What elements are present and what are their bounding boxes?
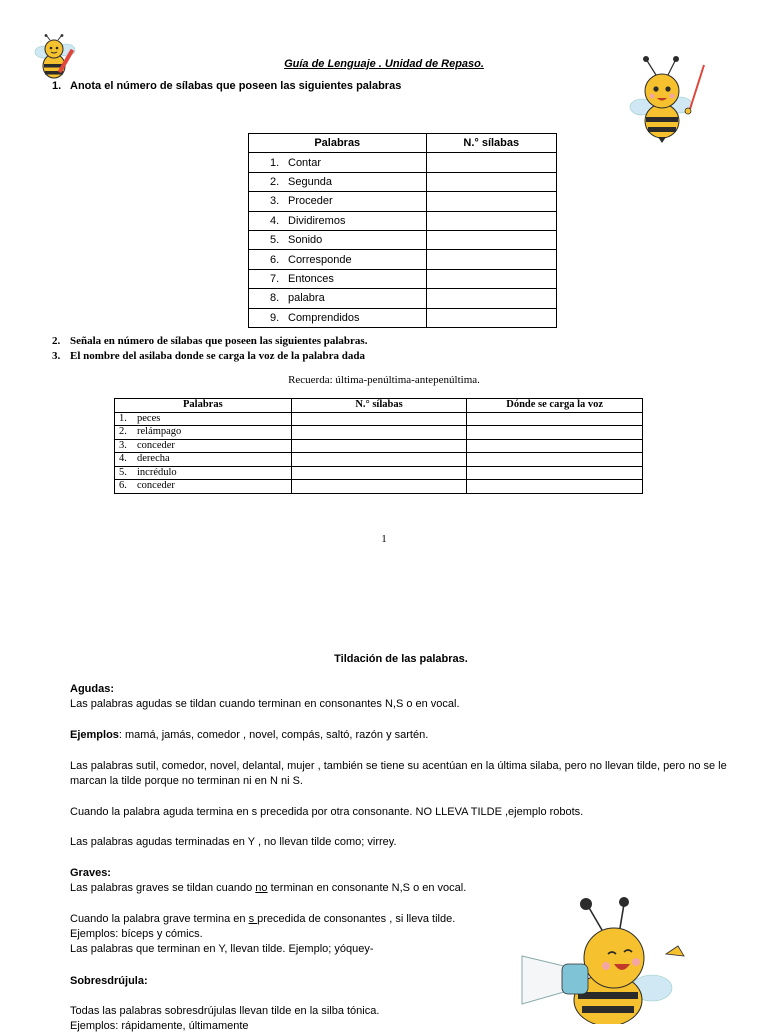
question-text: El nombre del asilaba donde se carga la voz de la palabra dada — [70, 350, 365, 362]
word-cell — [115, 439, 292, 453]
syllable-count-cell[interactable] — [291, 412, 467, 426]
column-header: Dónde se carga la voz — [467, 399, 643, 413]
word-label: Proceder — [288, 195, 333, 208]
table-row — [249, 172, 557, 191]
word-label: Entonces — [288, 272, 334, 285]
agudas-rule: Las palabras agudas se tildan cuando terminan en consonantes N,S o en vocal. — [70, 698, 460, 710]
syllable-count-cell[interactable] — [291, 426, 467, 440]
word-cell — [249, 153, 427, 172]
table-row — [115, 466, 643, 480]
column-header: Palabras — [115, 399, 292, 413]
word-label: incrédulo — [137, 466, 177, 478]
question-text: Anota el número de sílabas que poseen las siguientes palabras — [70, 80, 402, 92]
syllable-count-cell[interactable] — [291, 439, 467, 453]
row-number: 6. — [270, 253, 280, 266]
agudas-title: Agudas: — [70, 683, 114, 695]
row-number: 1. — [270, 156, 280, 169]
word-label: derecha — [137, 453, 170, 465]
bee-with-megaphone-image — [516, 896, 696, 1024]
word-label: Contar — [288, 156, 322, 169]
page-number: 1 — [381, 533, 387, 545]
syllable-table — [248, 133, 557, 328]
word-cell — [249, 250, 427, 269]
stress-position-cell[interactable] — [467, 466, 643, 480]
word-cell — [249, 230, 427, 249]
question-number: 3. — [52, 350, 61, 362]
table-row — [249, 192, 557, 211]
answer-cell[interactable] — [426, 192, 556, 211]
syllable-count-cell[interactable] — [291, 453, 467, 467]
table-row — [115, 439, 643, 453]
stress-position-cell[interactable] — [467, 426, 643, 440]
section-heading: Tildación de las palabras. — [334, 653, 468, 665]
table-row — [115, 453, 643, 467]
agudas-virrey-paragraph: Las palabras agudas terminadas en Y , no llevan tilde como; virrey. — [70, 836, 397, 848]
document-title: Guía de Lenguaje . Unidad de Repaso. — [284, 58, 484, 70]
row-number: 4. — [119, 453, 127, 465]
row-number: 4. — [270, 214, 280, 227]
stress-position-cell[interactable] — [467, 439, 643, 453]
table-row — [249, 269, 557, 288]
table-header-row — [115, 399, 643, 413]
graves-rule-emphasis: no — [255, 882, 268, 894]
word-cell — [115, 466, 292, 480]
table-row — [249, 211, 557, 230]
question-3 — [52, 350, 365, 362]
word-cell — [115, 453, 292, 467]
word-label: peces — [137, 412, 161, 424]
word-cell — [249, 289, 427, 308]
answer-cell[interactable] — [426, 250, 556, 269]
word-cell — [249, 192, 427, 211]
table-row — [249, 250, 557, 269]
word-label: Comprendidos — [288, 311, 360, 324]
stress-position-cell[interactable] — [467, 412, 643, 426]
row-number: 3. — [270, 195, 280, 208]
word-cell — [249, 269, 427, 288]
answer-cell[interactable] — [426, 153, 556, 172]
word-label: Sonido — [288, 234, 323, 247]
table-row — [249, 289, 557, 308]
examples-text: : mamá, jamás, comedor , novel, compás, saltó, razón y sartén. — [118, 729, 429, 741]
syllable-count-cell[interactable] — [291, 466, 467, 480]
agudas-robots-paragraph: Cuando la palabra aguda termina en s precedida por otra consonante. NO LLEVA TILDE ,ejemplo robots. — [70, 806, 584, 818]
question-number: 2. — [52, 335, 61, 347]
graves-rule-text: Las palabras graves se tildan cuando — [70, 882, 256, 894]
row-number: 8. — [270, 292, 280, 305]
word-label: Corresponde — [288, 253, 352, 266]
answer-cell[interactable] — [426, 308, 556, 327]
graves-title: Graves: — [70, 867, 111, 879]
row-number: 6. — [119, 480, 127, 492]
word-cell — [249, 308, 427, 327]
syllable-count-cell[interactable] — [291, 480, 467, 494]
agudas-examples — [70, 728, 730, 743]
column-header: N.° sílabas — [291, 399, 467, 413]
word-label: palabra — [288, 292, 325, 305]
graves-examples: Ejemplos: bíceps y cómics. — [70, 928, 203, 940]
word-label: Segunda — [288, 175, 333, 188]
row-number: 3. — [119, 439, 127, 451]
stress-position-cell[interactable] — [467, 453, 643, 467]
word-cell — [249, 172, 427, 191]
word-cell — [115, 480, 292, 494]
graves-rule-text: terminan en consonante N,S o en vocal. — [267, 882, 467, 894]
column-header: N.° sílabas — [426, 134, 556, 153]
table-row — [115, 426, 643, 440]
word-cell — [115, 426, 292, 440]
answer-cell[interactable] — [426, 289, 556, 308]
graves-s-text: Cuando la palabra grave termina en — [70, 913, 249, 925]
sobresdrujula-rule: Todas las palabras sobresdrújulas llevan tilde en la silba tónica. — [70, 1005, 380, 1017]
question-2 — [52, 335, 367, 347]
agudas-sutil-paragraph: Las palabras sutil, comedor, novel, delantal, mujer , también se tiene su acentúan en la última silaba, pero no llevan tilde, pero no se le marcan la tilde porque no terminan ni en N ni S. — [70, 760, 727, 787]
row-number: 1. — [119, 412, 127, 424]
table-row — [249, 308, 557, 327]
question-number: 1. — [52, 80, 62, 92]
sobresdrujula-examples: Ejemplos: rápidamente, últimamente — [70, 1020, 249, 1032]
question-text: Señala en número de sílabas que poseen las siguientes palabras. — [70, 335, 368, 347]
sobresdrujula-title: Sobresdrújula: — [70, 975, 148, 987]
row-number: 5. — [270, 234, 280, 247]
table-row — [249, 230, 557, 249]
answer-cell[interactable] — [426, 172, 556, 191]
row-number: 2. — [119, 426, 127, 438]
word-label: Dividiremos — [288, 214, 346, 227]
answer-cell[interactable] — [426, 269, 556, 288]
graves-y-paragraph: Las palabras que terminan en Y, llevan tilde. Ejemplo; yóquey- — [70, 943, 374, 955]
word-cell — [249, 211, 427, 230]
graves-rule — [70, 881, 730, 896]
answer-cell[interactable] — [426, 230, 556, 249]
table-row — [249, 153, 557, 172]
table-row — [115, 412, 643, 426]
stress-position-cell[interactable] — [467, 480, 643, 494]
stress-table — [114, 398, 643, 494]
word-cell — [115, 412, 292, 426]
row-number: 9. — [270, 311, 280, 324]
column-header: Palabras — [249, 134, 427, 153]
word-label: relámpago — [137, 426, 182, 438]
graves-s-emphasis: s — [248, 913, 258, 925]
reminder-note: Recuerda: última-penúltima-antepenúltima. — [288, 374, 480, 386]
table-row — [115, 480, 643, 494]
word-label: conceder — [137, 480, 175, 492]
answer-cell[interactable] — [426, 211, 556, 230]
word-label: conceder — [137, 439, 175, 451]
graves-s-text: precedida de consonantes , si lleva tilde. — [257, 913, 456, 925]
examples-label: Ejemplos — [70, 729, 119, 741]
table-header-row — [249, 134, 557, 153]
row-number: 2. — [270, 175, 280, 188]
row-number: 5. — [119, 466, 127, 478]
row-number: 7. — [270, 272, 280, 285]
question-1 — [52, 80, 401, 92]
